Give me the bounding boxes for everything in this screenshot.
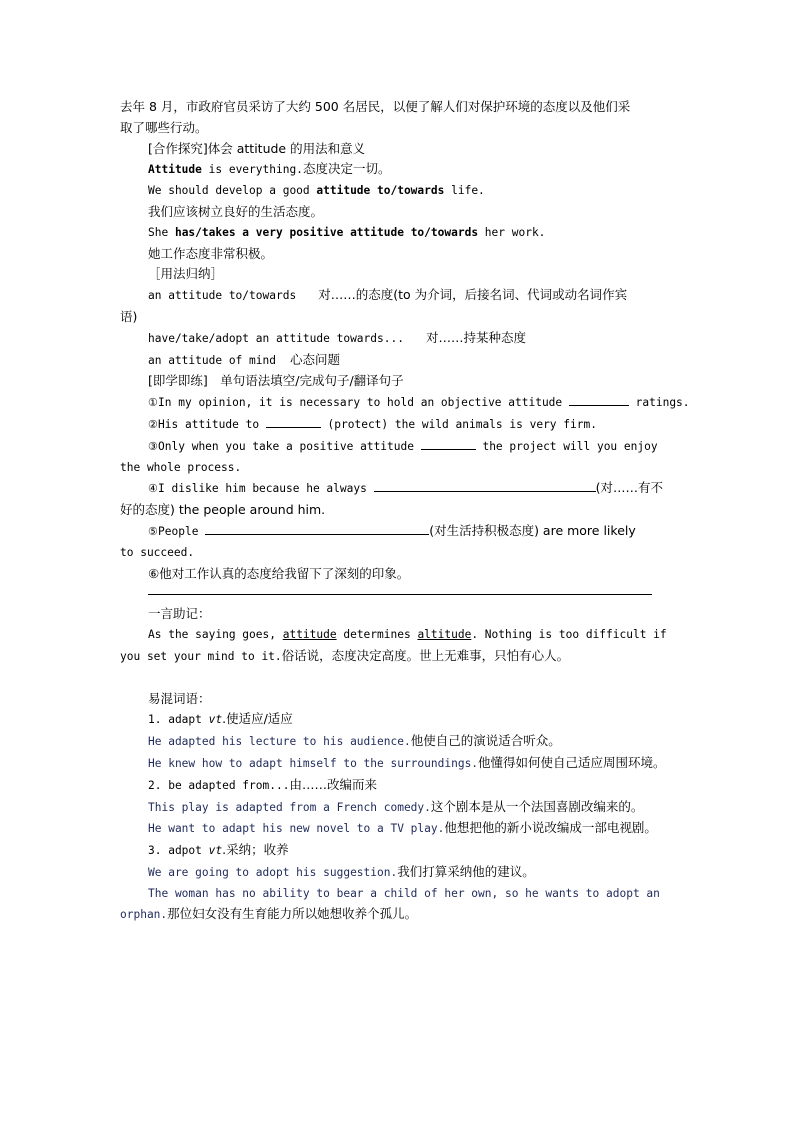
example-en-pre: We should develop a good	[148, 184, 317, 198]
usage-en: an attitude to/towards	[148, 289, 297, 303]
usage-item-1-cont: 语)	[120, 308, 138, 324]
practice-question-1	[120, 392, 690, 414]
example-en-post: life.	[444, 184, 485, 198]
memo-line-2	[120, 646, 676, 668]
bold-term: has/takes a very positive attitude to/towards	[174, 225, 479, 239]
item-meaning: .采纳；收养	[222, 842, 289, 858]
memo-text: you set your mind to it.	[120, 649, 282, 663]
example-en-pre: She	[148, 225, 175, 239]
example-en-post: her work.	[478, 225, 546, 239]
answer-blank[interactable]	[266, 414, 321, 428]
explore-example-2-translation: 我们应该树立良好的生活态度。	[148, 203, 324, 219]
memo-heading: 一言助记：	[148, 606, 211, 622]
usage-en: have/take/adopt an attitude towards...	[148, 331, 404, 345]
confusing-item-1	[120, 709, 676, 731]
question-text: ④I dislike him because he always	[148, 482, 374, 496]
example-en: is everything.	[201, 163, 303, 177]
explore-example-3-translation: 她工作态度非常积极。	[148, 245, 274, 261]
answer-blank[interactable]	[569, 392, 629, 406]
question-text: ③Only when you take a positive attitude	[148, 439, 421, 453]
practice-heading: [即学即练] 单句语法填空/完成句子/翻译句子	[148, 373, 404, 389]
memo-text: As the saying goes,	[148, 628, 283, 642]
confusing-example-2b	[120, 818, 676, 840]
confusing-example-3b-cont	[120, 904, 676, 926]
example-en: This play is adapted from a French comedy.	[148, 800, 431, 814]
bold-term: attitude to/towards	[316, 184, 445, 198]
question-text: ⑤People	[148, 524, 206, 538]
question-hint: (对生活持积极态度) are more likely	[429, 522, 636, 538]
answer-blank[interactable]	[421, 436, 476, 450]
explore-heading	[120, 139, 676, 160]
practice-question-4	[120, 478, 676, 500]
confusing-example-2a	[120, 797, 676, 819]
item-meaning: 由……改编而来	[289, 776, 377, 792]
example-cn: 他懂得如何使自己适应周围环境。	[478, 754, 666, 770]
answer-line[interactable]	[148, 594, 652, 595]
question-text: the project will you enjoy	[475, 439, 658, 453]
item-term: 1. adapt	[148, 713, 209, 727]
answer-blank[interactable]	[374, 478, 596, 492]
practice-question-5-cont: to succeed.	[120, 545, 195, 559]
example-cn: 他使自己的演说适合听众。	[410, 733, 561, 749]
confusing-example-1b	[120, 753, 676, 775]
explore-heading-text: [合作探究]体会 attitude 的用法和意义	[148, 140, 366, 156]
example-en: He adapted his lecture to his audience.	[148, 735, 411, 749]
bold-term: Attitude	[148, 163, 202, 177]
explore-example-3	[120, 223, 676, 244]
confusing-item-2	[120, 775, 676, 797]
usage-item-3	[120, 350, 676, 372]
confusing-example-1a	[120, 731, 676, 753]
intro-line-1: 去年 8 月，市政府官员采访了大约 500 名居民，以便了解人们对保护环境的态度以及他们采	[120, 99, 631, 114]
document-page	[120, 97, 690, 926]
memo-text: determines	[336, 628, 418, 642]
usage-item-1	[120, 285, 676, 307]
practice-question-2	[120, 414, 676, 436]
example-en: orphan.	[120, 908, 168, 922]
usage-cn: 对……持某种态度	[425, 329, 526, 345]
usage-item-2	[120, 328, 676, 350]
example-en: He knew how to adapt himself to the surroundings.	[148, 756, 479, 770]
question-text: ratings.	[628, 396, 690, 410]
usage-en: an attitude of mind	[148, 353, 276, 367]
part-of-speech: vt	[208, 713, 223, 727]
explore-example-2	[120, 181, 676, 202]
memo-cn: 俗话说，态度决定高度。世上无难事，只怕有心人。	[281, 647, 570, 663]
example-cn: 他想把他的新小说改编成一部电视剧。	[444, 820, 657, 836]
example-cn: 我们打算采纳他的建议。	[397, 863, 535, 879]
memo-text: . Nothing is too difficult if	[471, 628, 667, 642]
example-cn: 这个剧本是从一个法国喜剧改编来的。	[430, 798, 644, 814]
practice-question-4-cont: 好的态度) the people around him.	[120, 502, 326, 518]
confusing-example-3b: The woman has no ability to bear a child of her own, so he wants to adopt an	[148, 886, 660, 900]
confusing-item-3	[120, 840, 676, 862]
explore-example-1	[120, 159, 676, 181]
usage-heading: ［用法归纳］	[148, 266, 224, 282]
usage-cn: 对……的态度(to 为介词，后接名词、代词或动名词作宾	[318, 287, 628, 303]
practice-question-5	[120, 521, 676, 543]
practice-question-3-cont: the whole process.	[120, 460, 242, 474]
underlined-word: attitude	[282, 628, 337, 642]
example-cn: 那位妇女没有生育能力所以她想收养个孤儿。	[167, 906, 418, 922]
item-term: 2. be adapted from...	[148, 778, 290, 792]
practice-question-6: ⑥他对工作认真的态度给我留下了深刻的印象。	[148, 565, 410, 581]
question-hint: (对……有不	[595, 480, 663, 496]
part-of-speech: vt	[208, 844, 223, 858]
usage-cn: 心态问题	[289, 351, 340, 367]
practice-question-3	[120, 436, 676, 458]
question-text: (protect) the wild animals is very firm.	[320, 417, 597, 431]
confusing-heading: 易混词语：	[148, 690, 211, 706]
example-en: He want to adapt his new novel to a TV play.	[148, 822, 445, 836]
question-text: ①In my opinion, it is necessary to hold an objective attitude	[148, 396, 569, 410]
example-cn: 态度决定一切。	[302, 161, 391, 177]
confusing-example-3a	[120, 862, 676, 884]
question-text: ②His attitude to	[148, 417, 266, 431]
answer-blank[interactable]	[205, 521, 429, 535]
item-term: 3. adpot	[148, 844, 209, 858]
underlined-word: altitude	[417, 628, 472, 642]
intro-line-2: 取了哪些行动。	[120, 119, 208, 135]
item-meaning: .使适应/适应	[222, 711, 293, 727]
memo-line-1	[120, 625, 676, 646]
example-en: We are going to adopt his suggestion.	[148, 865, 398, 879]
